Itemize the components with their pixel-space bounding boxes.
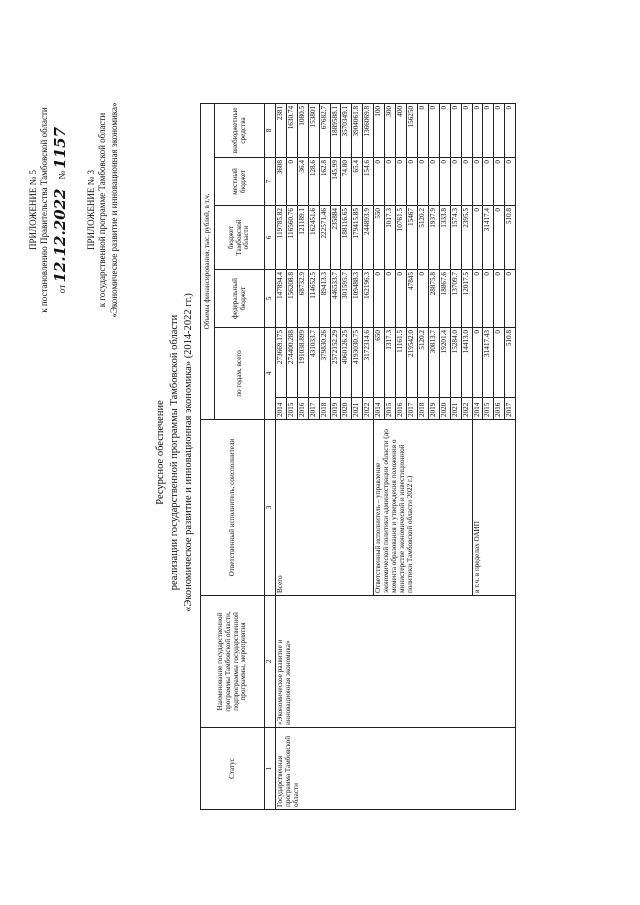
year-cell: 2015 (385, 398, 396, 420)
table-body (275, 103, 515, 809)
value-cell: 47845 (406, 270, 417, 328)
year-cell: 2018 (417, 398, 428, 420)
value-cell: 156250 (406, 103, 417, 157)
column-number: 7 (265, 158, 276, 206)
value-cell: 18867.6 (439, 270, 450, 328)
handwritten-number: 1157 (50, 126, 69, 169)
number-prefix: № (56, 170, 67, 180)
value-cell: 162451.6 (308, 206, 319, 270)
header-executor: Ответственный исполнитель, соисполнители (201, 420, 265, 596)
value-cell: 431033.7 (308, 328, 319, 398)
value-cell: 2395.5 (461, 206, 472, 270)
value-cell: 2381 (275, 103, 286, 157)
value-cell: 0 (374, 158, 385, 206)
value-cell: 0 (483, 103, 494, 157)
value-cell: 3904061.8 (352, 103, 363, 157)
value-cell: 0 (439, 103, 450, 157)
document-title (154, 0, 197, 905)
value-cell: 2572152.29 (330, 328, 341, 398)
value-cell: 650 (374, 328, 385, 398)
header-name: Наименование государственной программы Тамбовской области, подпрограммы государственной программы, мероприятия (201, 596, 265, 728)
value-cell: 1574.3 (450, 206, 461, 270)
value-cell: 0 (417, 270, 428, 328)
value-cell: 3608 (275, 158, 286, 206)
value-cell: 100 (374, 103, 385, 157)
appendix-3-header (86, 60, 120, 360)
value-cell: 119785.82 (275, 206, 286, 270)
appendix-3-line-2: к государственной программе Тамбовской области (97, 112, 108, 308)
executor-cell: Ответственный исполнитель – управление экономической политики администрации области (до момента образования и утверждения положения о министерстве экономической и инвестиционной политики Тамбовской области 2022 г.) (374, 420, 472, 596)
year-cell: 2015 (286, 398, 297, 420)
value-cell: 550 (374, 206, 385, 270)
year-cell: 2022 (363, 398, 374, 420)
value-cell: 222571.46 (319, 206, 330, 270)
value-cell: 0 (450, 158, 461, 206)
value-cell: 0 (494, 328, 505, 398)
value-cell: 162196.3 (363, 270, 374, 328)
header-by-years: по годам, всего (215, 328, 265, 420)
year-cell: 2017 (406, 398, 417, 420)
value-cell: 446533.7 (330, 270, 341, 328)
value-cell: 1080.5 (297, 103, 308, 157)
value-cell: 1017.3 (385, 206, 396, 270)
value-cell: 1317.3 (385, 328, 396, 398)
value-cell: 0 (472, 206, 483, 270)
value-cell: 74.80 (341, 158, 352, 206)
year-cell: 2014 (275, 398, 286, 420)
value-cell: 67682.7 (319, 103, 330, 157)
value-cell: 14413.0 (461, 328, 472, 398)
executor-cell: Всего (275, 420, 373, 596)
value-cell: 273669.175 (275, 328, 286, 398)
value-cell: 0 (461, 103, 472, 157)
value-cell: 36.4 (297, 158, 308, 206)
year-cell: 2016 (396, 398, 407, 420)
value-cell: 1937.9 (428, 206, 439, 270)
header-funding: Объемы финансирования, тыс. рублей, в т.ч. (201, 103, 215, 419)
column-number: 2 (265, 596, 276, 728)
value-cell: 0 (396, 270, 407, 328)
value-cell: 0 (396, 158, 407, 206)
year-cell: 2021 (352, 398, 363, 420)
value-cell: 5120.2 (417, 328, 428, 398)
value-cell: 244893.9 (363, 206, 374, 270)
handwritten-date: 12.12.2022 (50, 188, 69, 283)
value-cell: 219542.0 (406, 328, 417, 398)
title-line-2: реализации государственной программы Тамбовской области (169, 314, 181, 591)
value-cell: 0 (417, 158, 428, 206)
header-federal: федеральный бюджет (215, 270, 265, 328)
appendix-5-date-line (51, 60, 70, 360)
value-cell: 0 (385, 270, 396, 328)
value-cell: 0 (374, 270, 385, 328)
value-cell: 28875.8 (428, 270, 439, 328)
value-cell: 0 (472, 158, 483, 206)
value-cell: 162.8 (319, 158, 330, 206)
appendix-3-line-3: «Экономическое развитие и инновационная экономика» (108, 102, 119, 318)
value-cell: 4193030.75 (352, 328, 363, 398)
value-cell: 0 (494, 158, 505, 206)
year-cell: 2016 (297, 398, 308, 420)
value-cell: 4060126.25 (341, 328, 352, 398)
date-prefix: от (56, 284, 67, 294)
value-cell: 154.6 (363, 158, 374, 206)
title-line-1: Ресурсное обеспечение (155, 400, 166, 505)
year-cell: 2014 (374, 398, 385, 420)
value-cell: 65.4 (352, 158, 363, 206)
appendix-5-title: ПРИЛОЖЕНИЕ № 5 (28, 169, 38, 251)
value-cell: 0 (286, 158, 297, 206)
year-cell: 2021 (450, 398, 461, 420)
value-cell: 15284.0 (450, 328, 461, 398)
value-cell: 19201.4 (439, 328, 450, 398)
value-cell: 3172314.6 (363, 328, 374, 398)
column-number: 6 (265, 206, 276, 270)
year-cell: 2020 (439, 398, 450, 420)
value-cell: 0 (417, 103, 428, 157)
appendix-5-subtitle: к постановлению Правительства Тамбовской области (39, 107, 50, 313)
value-cell: 11161.5 (396, 328, 407, 398)
header-regional: бюджет Тамбовской области (215, 206, 265, 270)
value-cell: 0 (472, 328, 483, 398)
value-cell: 3570349.1 (341, 103, 352, 157)
value-cell: 13709.7 (450, 270, 461, 328)
header-status: Статус (201, 728, 265, 810)
value-cell: 156208.8 (286, 270, 297, 328)
value-cell: 147894.4 (275, 270, 286, 328)
column-number: 8 (265, 103, 276, 157)
value-cell: 0 (505, 270, 516, 328)
value-cell: 0 (461, 158, 472, 206)
value-cell: 301595.7 (341, 270, 352, 328)
value-cell: 1333.8 (439, 206, 450, 270)
value-cell: 179415.85 (352, 206, 363, 270)
value-cell: 0 (406, 158, 417, 206)
value-cell: 114652.5 (308, 270, 319, 328)
appendix-5-header (28, 60, 69, 360)
value-cell: 15467 (406, 206, 417, 270)
value-cell: 0 (472, 270, 483, 328)
value-cell: 379830.26 (319, 328, 330, 398)
column-number: 3 (265, 420, 276, 596)
value-cell: 145.99 (330, 158, 341, 206)
year-cell: 2017 (505, 398, 516, 420)
value-cell: 128.6 (308, 158, 319, 206)
value-cell: 0 (483, 270, 494, 328)
value-cell: 0 (428, 103, 439, 157)
value-cell: 0 (505, 103, 516, 157)
year-cell: 2019 (428, 398, 439, 420)
header-local: местный бюджет (215, 158, 265, 206)
value-cell: 300 (385, 103, 396, 157)
value-cell: 12017.5 (461, 270, 472, 328)
value-cell: 0 (439, 158, 450, 206)
value-cell: 0 (450, 103, 461, 157)
year-cell: 2018 (319, 398, 330, 420)
value-cell: 116560.76 (286, 206, 297, 270)
value-cell: 31417.4 (483, 206, 494, 270)
executor-cell: в т.ч. в пределах ОАИП (472, 420, 516, 596)
value-cell: 31417.43 (483, 328, 494, 398)
value-cell: 0 (483, 158, 494, 206)
value-cell: 30813.7 (428, 328, 439, 398)
value-cell: 10761.5 (396, 206, 407, 270)
column-number: 5 (265, 270, 276, 328)
column-number: 4 (265, 328, 276, 420)
value-cell: 68732.9 (297, 270, 308, 328)
status-cell: Государственная программа Тамбовской области (275, 728, 515, 810)
year-cell: 2022 (461, 398, 472, 420)
year-cell: 2016 (494, 398, 505, 420)
year-cell: 2015 (483, 398, 494, 420)
year-cell: 2014 (472, 398, 483, 420)
header-offbudget: внебюджетные средства (215, 103, 265, 157)
value-cell: 274400.288 (286, 328, 297, 398)
value-cell: 153801 (308, 103, 319, 157)
program-name-cell: «Экономическое развитие и инновационная экономика» (275, 596, 515, 728)
value-cell: 0 (385, 158, 396, 206)
funding-table (200, 103, 516, 810)
year-cell: 2020 (341, 398, 352, 420)
value-cell: 109488.3 (352, 270, 363, 328)
value-cell: 5120.2 (417, 206, 428, 270)
value-cell: 1889588.1 (330, 103, 341, 157)
value-cell: 1366069.8 (363, 103, 374, 157)
value-cell: 0 (494, 103, 505, 157)
appendix-3-title: ПРИЛОЖЕНИЕ № 3 (86, 169, 96, 251)
year-cell: 2017 (308, 398, 319, 420)
value-cell: 121189.1 (297, 206, 308, 270)
table-row (275, 103, 286, 809)
value-cell: 1630.74 (286, 103, 297, 157)
value-cell: 510.8 (505, 206, 516, 270)
value-cell: 0 (428, 158, 439, 206)
value-cell: 0 (494, 270, 505, 328)
column-number: 1 (265, 728, 276, 810)
value-cell: 191038.899 (297, 328, 308, 398)
value-cell: 89413.3 (319, 270, 330, 328)
value-cell: 235884 (330, 206, 341, 270)
year-cell: 2019 (330, 398, 341, 420)
value-cell: 0 (494, 206, 505, 270)
value-cell: 510.8 (505, 328, 516, 398)
value-cell: 400 (396, 103, 407, 157)
value-cell: 0 (505, 158, 516, 206)
column-numbers-row (265, 103, 276, 809)
value-cell: 188116.65 (341, 206, 352, 270)
value-cell: 0 (472, 103, 483, 157)
title-line-3: «Экономическое развитие и инновационная экономика» (2014-2022 гг.) (183, 293, 195, 612)
